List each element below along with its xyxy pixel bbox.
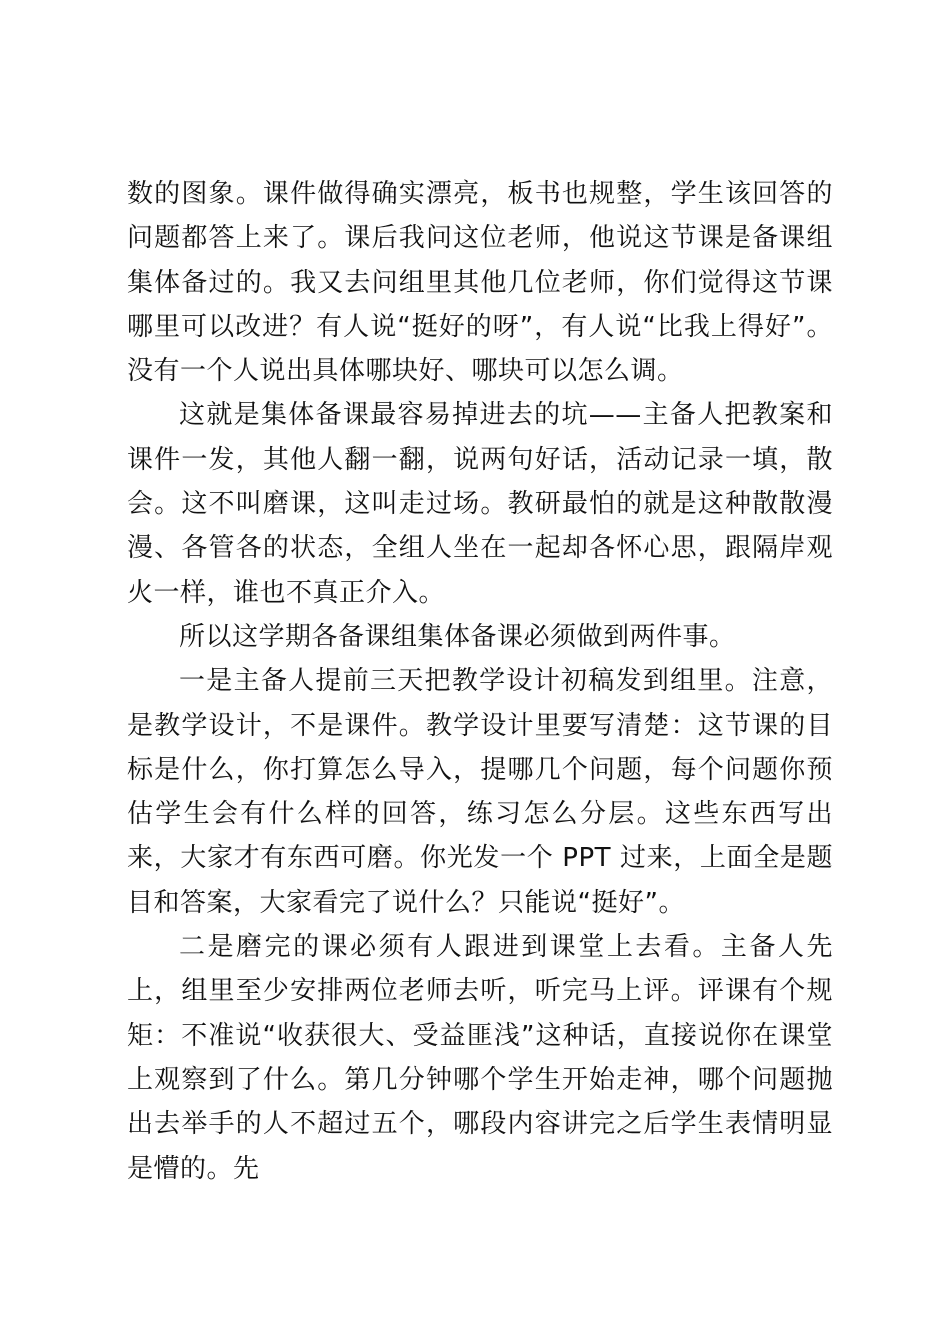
paragraph-3: 所以这学期各备课组集体备课必须做到两件事。 xyxy=(179,621,736,652)
document-body xyxy=(127,172,833,1191)
paragraph-1: 数的图象。课件做得确实漂亮，板书也规整，学生该回答的问题都答上来了。课后我问这位老师，他说这节课是备课组集体备过的。我又去问组里其他几位老师，你们觉得这节课哪里可以改进？有人说“挺好的呀”，有人说“比我上得好”。没有一个人说出具体哪块好、哪块可以怎么调。 xyxy=(127,179,833,387)
paragraph-5: 二是磨完的课必须有人跟进到课堂上去看。主备人先上，组里至少安排两位老师去听，听完马上评。评课有个规矩：不准说“收获很大、受益匪浅”这种话，直接说你在课堂上观察到了什么。第几分钟哪个学生开始走神，哪个问题抛出去举手的人不超过五个，哪段内容讲完之后学生表情明显是懵的。先 xyxy=(127,932,833,1184)
paragraph-4: 一是主备人提前三天把教学设计初稿发到组里。注意，是教学设计，不是课件。教学设计里要写清楚：这节课的目标是什么，你打算怎么导入，提哪几个问题，每个问题你预估学生会有什么样的回答，练习怎么分层。这些东西写出来，大家才有东西可磨。你光发一个 PPT 过来，上面全是题目和答案，大家看完了说什么？只能说“挺好”。 xyxy=(127,666,833,918)
paragraph-2: 这就是集体备课最容易掉进去的坑——主备人把教案和课件一发，其他人翻一翻，说两句好话，活动记录一填，散会。这不叫磨课，这叫走过场。教研最怕的就是这种散散漫漫、各管各的状态，全组人坐在一起却各怀心思，跟隔岸观火一样，谁也不真正介入。 xyxy=(127,400,833,608)
